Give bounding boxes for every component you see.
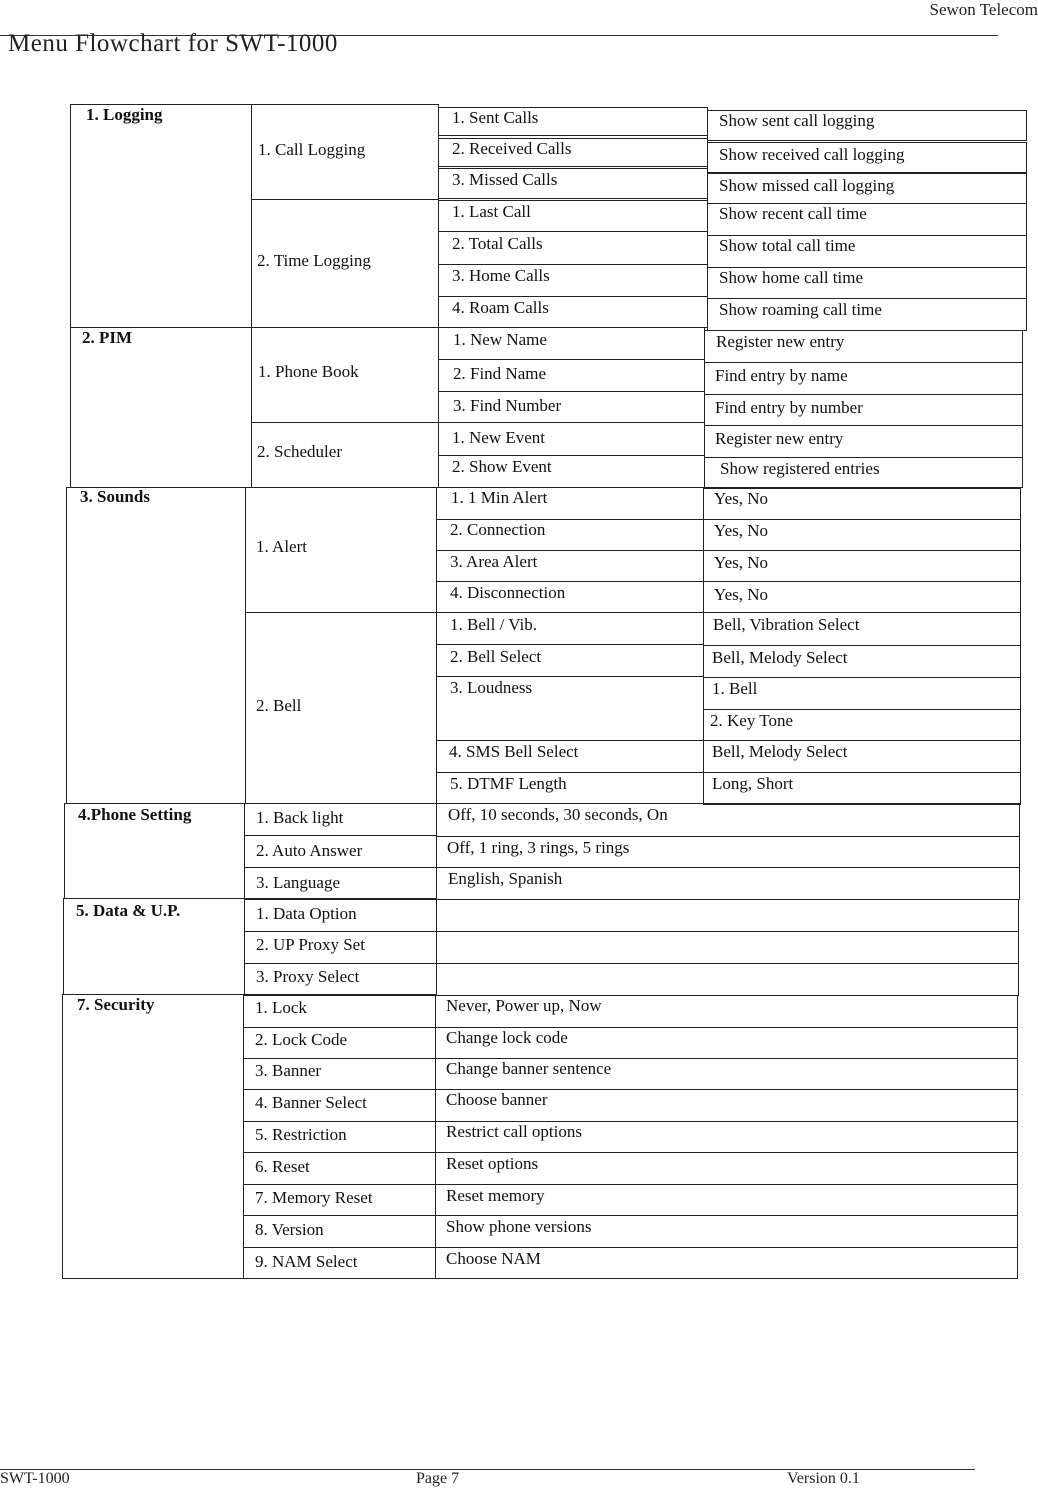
- page-title: Menu Flowchart for SWT-1000: [8, 30, 338, 57]
- table-row-desc: Bell, Melody Select: [703, 645, 1021, 678]
- table-row-desc: Show registered entries: [704, 457, 1023, 488]
- table-row-item: 2. UP Proxy Set: [244, 931, 437, 964]
- table-row-item: 1. Bell / Vib.: [436, 612, 704, 645]
- table-row-item: 3. Banner: [243, 1058, 436, 1090]
- table-row-desc: Bell, Vibration Select: [703, 612, 1021, 646]
- table-row-desc: Change banner sentence: [435, 1058, 1018, 1090]
- table-row-desc: Show recent call time: [707, 203, 1027, 236]
- table-row-item: 1. Data Option: [244, 899, 437, 932]
- table-row-item: 2. Show Event: [438, 455, 705, 488]
- table-row-desc: Reset options: [435, 1152, 1018, 1185]
- table-row-desc: Change lock code: [435, 1027, 1018, 1059]
- table-row-item: 4. Banner Select: [243, 1089, 436, 1122]
- table-row-desc: Register new entry: [704, 330, 1023, 363]
- group-label-time-logging: 2. Time Logging: [257, 251, 371, 270]
- table-row-item: 1. 1 Min Alert: [436, 487, 704, 520]
- table-row-desc: Yes, No: [703, 519, 1021, 551]
- table-row-item: 4. Roam Calls: [438, 296, 708, 328]
- table-row-desc: Choose NAM: [435, 1247, 1018, 1279]
- table-row-item: 8. Version: [243, 1215, 436, 1248]
- section-box-pim: [70, 327, 252, 488]
- table-row-item: 4. Disconnection: [436, 581, 704, 613]
- footer-model: SWT-1000: [0, 1470, 70, 1487]
- section-title-pim: 2. PIM: [82, 328, 133, 347]
- table-row-item: 3. Language: [244, 867, 437, 899]
- table-row-desc: Choose banner: [435, 1089, 1018, 1122]
- group-label-bell: 2. Bell: [256, 696, 302, 715]
- table-row-desc: 1. Bell: [703, 677, 1021, 710]
- table-row-item: 5. DTMF Length: [436, 772, 704, 804]
- table-row-desc: Show roaming call time: [707, 298, 1027, 331]
- section-box-logging: [70, 104, 252, 328]
- table-row-desc: Find entry by name: [704, 362, 1023, 395]
- footer-page-number: Page 7: [416, 1470, 460, 1487]
- section-title-logging: 1. Logging: [86, 105, 163, 124]
- table-row-item: 3. Missed Calls: [438, 168, 708, 199]
- group-label-call-logging: 1. Call Logging: [258, 140, 366, 159]
- table-row-desc: [436, 931, 1019, 964]
- table-row-desc: Register new entry: [704, 425, 1023, 458]
- table-row-item: 2. Received Calls: [438, 138, 708, 167]
- table-row-desc: Yes, No: [703, 550, 1021, 582]
- table-row-desc: [436, 899, 1019, 932]
- table-row-desc: Find entry by number: [704, 394, 1023, 426]
- table-row-desc: Long, Short: [703, 772, 1021, 805]
- table-row-desc: Show phone versions: [435, 1215, 1018, 1248]
- table-row-item: 3. Find Number: [438, 391, 705, 423]
- group-label-phone-book: 1. Phone Book: [258, 362, 359, 381]
- table-row-desc: Bell, Melody Select: [703, 740, 1021, 773]
- table-row-desc: Show received call logging: [707, 142, 1027, 173]
- table-row-item: 2. Auto Answer: [244, 835, 437, 868]
- footer-version: Version 0.1: [787, 1470, 860, 1487]
- section-title-sounds: 3. Sounds: [80, 487, 150, 506]
- group-label-scheduler: 2. Scheduler: [257, 442, 342, 461]
- section-title-data-up: 5. Data & U.P.: [76, 901, 181, 920]
- table-row-item: 2. Find Name: [438, 359, 705, 392]
- table-row-desc: Restrict call options: [435, 1121, 1018, 1153]
- table-row-item: 6. Reset: [243, 1152, 436, 1185]
- table-row-item: 1. Last Call: [438, 200, 708, 232]
- table-row-desc: 2. Key Tone: [703, 709, 1021, 741]
- table-row-item: 1. Back light: [244, 803, 437, 836]
- table-row-desc: Never, Power up, Now: [435, 995, 1018, 1028]
- section-title-phone-setting: 4.Phone Setting: [78, 805, 192, 824]
- table-row-item: 1. Lock: [243, 995, 436, 1028]
- table-row-item: 3. Home Calls: [438, 264, 708, 297]
- table-row-desc: Off, 10 seconds, 30 seconds, On: [436, 803, 1020, 837]
- table-row-desc: Reset memory: [435, 1184, 1018, 1216]
- table-row-desc: Show home call time: [707, 267, 1027, 299]
- table-row-desc: Show total call time: [707, 235, 1027, 268]
- table-row-item: 1. Sent Calls: [438, 107, 708, 136]
- table-row-item: 1. New Name: [438, 327, 705, 360]
- table-row-desc: English, Spanish: [436, 867, 1020, 900]
- table-row-item: 2. Lock Code: [243, 1027, 436, 1059]
- table-row-desc: Show missed call logging: [707, 173, 1027, 204]
- table-row-desc: Yes, No: [703, 581, 1021, 613]
- group-label-alert: 1. Alert: [256, 537, 307, 556]
- table-row-item: 3. Loudness: [436, 676, 704, 741]
- section-title-security: 7. Security: [77, 995, 155, 1014]
- table-row-item: 1. New Event: [438, 422, 705, 456]
- table-row-item: 2. Bell Select: [436, 644, 704, 677]
- company-name: Sewon Telecom: [929, 0, 1038, 19]
- section-box-sounds: [66, 487, 246, 804]
- table-row-item: 2. Total Calls: [438, 231, 708, 265]
- table-row-item: 9. NAM Select: [243, 1247, 436, 1279]
- table-row-item: 3. Proxy Select: [244, 963, 437, 995]
- table-row-item: 4. SMS Bell Select: [436, 740, 704, 773]
- table-row-item: 7. Memory Reset: [243, 1184, 436, 1216]
- table-row-desc: [436, 963, 1019, 996]
- table-row-desc: Off, 1 ring, 3 rings, 5 rings: [436, 836, 1020, 868]
- table-row-item: 2. Connection: [436, 519, 704, 551]
- section-box-security: [62, 994, 244, 1279]
- table-row-desc: Show sent call logging: [707, 110, 1027, 141]
- table-row-item: 3. Area Alert: [436, 550, 704, 582]
- table-row-item: 5. Restriction: [243, 1121, 436, 1153]
- table-row-desc: Yes, No: [703, 488, 1021, 520]
